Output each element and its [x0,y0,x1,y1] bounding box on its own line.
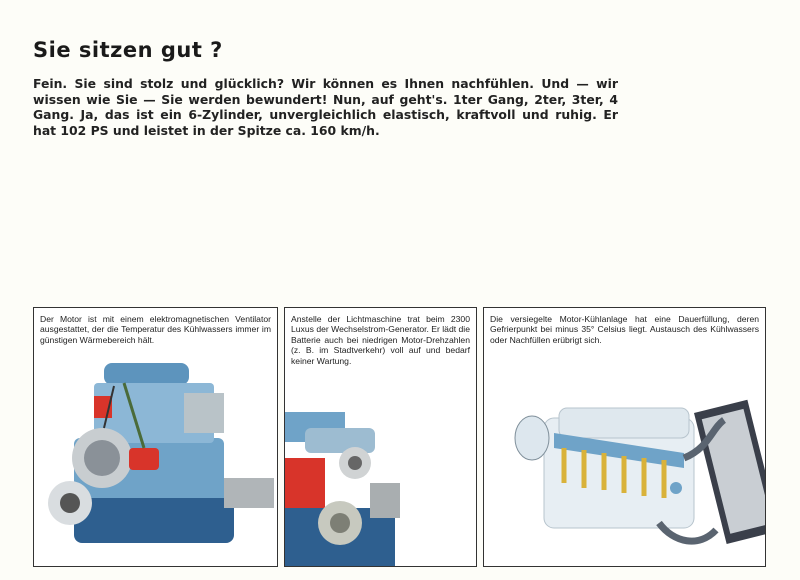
engine-photo [34,308,277,566]
page-title: Sie sitzen gut ? [33,38,223,62]
intro-paragraph: Fein. Sie sind stolz und glücklich? Wir können es Ihnen nachfühlen. Und — wir wissen wie Sie — Sie werden bewundert! Nun, auf geht's. 1ter Gang, 2ter, 3ter, 4 Gang. Ja, das ist ein 6-Zylinder, unvergleichlich elastisch, kraftvoll und ruhig. Er hat 102 PS und leistet in der Spitze ca. 160 km/h. [33,76,618,138]
panel-caption: Der Motor ist mit einem elektromagnetischen Ventilator ausgestattet, der die Temperatur des Kühlwassers immer im günstigen Wärmebereich hält. [40,314,271,345]
panel-caption: Anstelle der Lichtmaschine trat beim 2300 Luxus der Wechselstrom-Generator. Er lädt die Batterie auch bei niedrigen Motor-Drehzahlen (z. B. im Stadtverkehr) voll auf und bedarf keiner Wartung. [291,314,470,366]
panel-alternator [284,307,477,567]
panel-caption: Die versiegelte Motor-Kühlanlage hat eine Dauerfüllung, deren Gefrierpunkt bei minus 35° Celsius liegt. Austausch des Kühlwassers oder Nachfüllen erübrigt sich. [490,314,759,345]
panel-cooling [483,307,766,567]
cooling-diagram [484,308,765,566]
panel-engine [33,307,278,567]
